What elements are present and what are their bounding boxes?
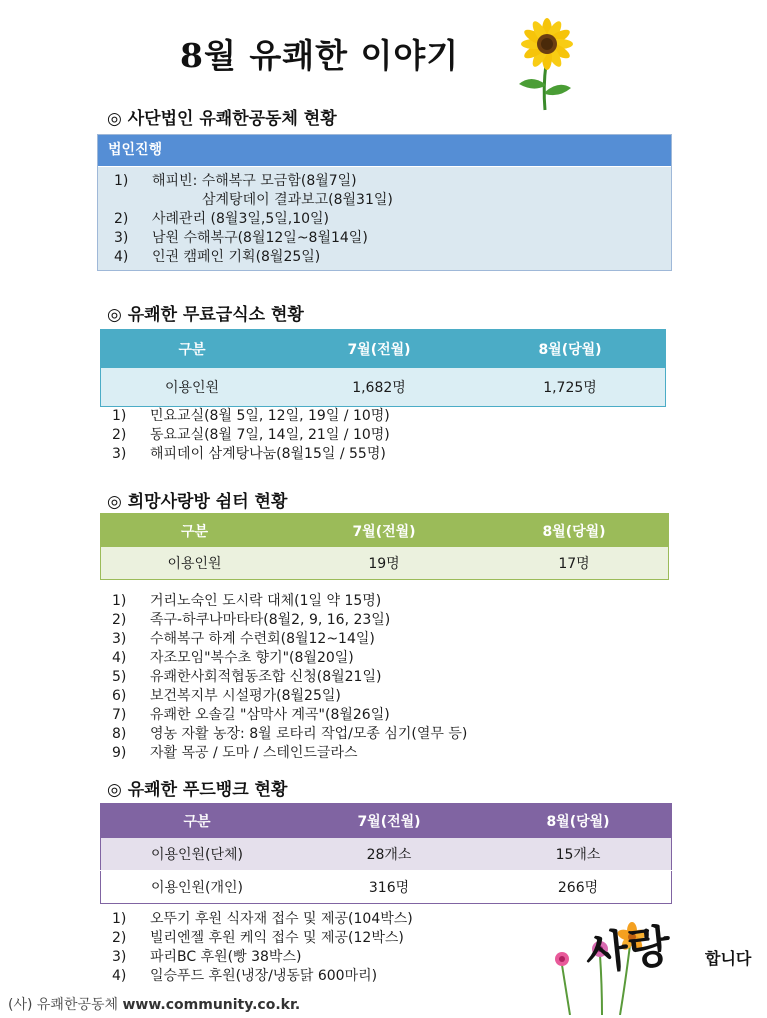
table-header-row: 구분 7월(전월) 8월(당월) xyxy=(101,804,672,839)
box-header: 법인진행 xyxy=(98,135,671,167)
sunflower-icon xyxy=(505,12,585,112)
list-item: 3) 파리BC 후원(빵 38박스) xyxy=(112,949,302,965)
list-item: 3) 남원 수해복구(8월12일~8월14일) xyxy=(114,230,368,246)
table-row: 이용인원(단체) 28개소 15개소 xyxy=(101,838,672,871)
love-text: 사랑 xyxy=(583,920,673,981)
foodbank-table xyxy=(100,803,672,904)
list-item: 9) 자활 목공 / 도마 / 스테인드글라스 xyxy=(112,745,358,761)
list-item: 4) 일승푸드 후원(냉장/냉동닭 600마리) xyxy=(112,968,378,984)
table-header-row: 구분 7월(전월) 8월(당월) xyxy=(101,330,666,369)
section-title-corporation: ◎ 사단법인 유쾌한공동체 현황 xyxy=(107,109,337,129)
table-row: 이용인원 19명 17명 xyxy=(101,547,669,580)
list-item: 1) 민요교실(8월 5일, 12일, 19일 / 10명) xyxy=(112,408,390,424)
table-header-row: 구분 7월(전월) 8월(당월) xyxy=(101,514,669,548)
list-item: 3) 해피데이 삼계탕나눔(8월15일 / 55명) xyxy=(112,446,386,462)
list-item: 삼계탕데이 결과보고(8월31일) xyxy=(202,192,393,208)
corporation-progress-box xyxy=(97,134,672,271)
footer-org: (사) 유쾌한공동체 xyxy=(8,997,119,1013)
corporation-item-list xyxy=(98,167,671,267)
shelter-item-list xyxy=(112,592,467,763)
list-item: 2) 사례관리 (8월3일,5일,10일) xyxy=(114,211,330,227)
list-item: 4) 자조모임"복수초 향기"(8월20일) xyxy=(112,650,354,666)
shelter-table xyxy=(100,513,669,580)
list-item: 1) 거리노숙인 도시락 대체(1일 약 15명) xyxy=(112,593,382,609)
list-item: 2) 동요교실(8월 7일, 14일, 21일 / 10명) xyxy=(112,427,390,443)
meal-center-item-list xyxy=(112,407,390,464)
list-item: 6) 보건복지부 시설평가(8월25일) xyxy=(112,688,341,704)
list-item: 2) 빌리엔젤 후원 케익 접수 및 제공(12박스) xyxy=(112,930,404,946)
table-row: 이용인원(개인) 316명 266명 xyxy=(101,871,672,904)
section-title-foodbank: ◎ 유쾌한 푸드뱅크 현황 xyxy=(107,780,288,800)
page-title: 8월 유쾌한 이야기 xyxy=(180,36,460,75)
list-item: 1) 오뚜기 후원 식자재 접수 및 제공(104박스) xyxy=(112,911,413,927)
list-item: 7) 유쾌한 오솔길 "삼막사 계곡"(8월26일) xyxy=(112,707,390,723)
footer-url[interactable]: www.community.co.kr. xyxy=(122,997,301,1013)
footer xyxy=(8,994,300,1014)
foodbank-item-list xyxy=(112,910,413,986)
list-item: 4) 인권 캠페인 기획(8월25일) xyxy=(114,249,321,265)
section-title-meal-center: ◎ 유쾌한 무료급식소 현황 xyxy=(107,305,304,325)
love-subtext: 합니다 xyxy=(705,949,752,968)
list-item: 3) 수해복구 하계 수련회(8월12~14일) xyxy=(112,631,375,647)
list-item: 2) 족구-하쿠나마타타(8월2, 9, 16, 23일) xyxy=(112,612,391,628)
section-title-shelter: ◎ 희망사랑방 쉼터 현황 xyxy=(107,492,288,512)
table-row: 이용인원 1,682명 1,725명 xyxy=(101,368,666,407)
list-item: 8) 영농 자활 농장: 8월 로타리 작업/모종 심기(열무 등) xyxy=(112,726,468,742)
meal-center-table xyxy=(100,329,666,407)
list-item: 1) 해피빈: 수해복구 모금함(8월7일) xyxy=(114,173,357,189)
list-item: 5) 유쾌한사회적협동조합 신청(8월21일) xyxy=(112,669,382,685)
